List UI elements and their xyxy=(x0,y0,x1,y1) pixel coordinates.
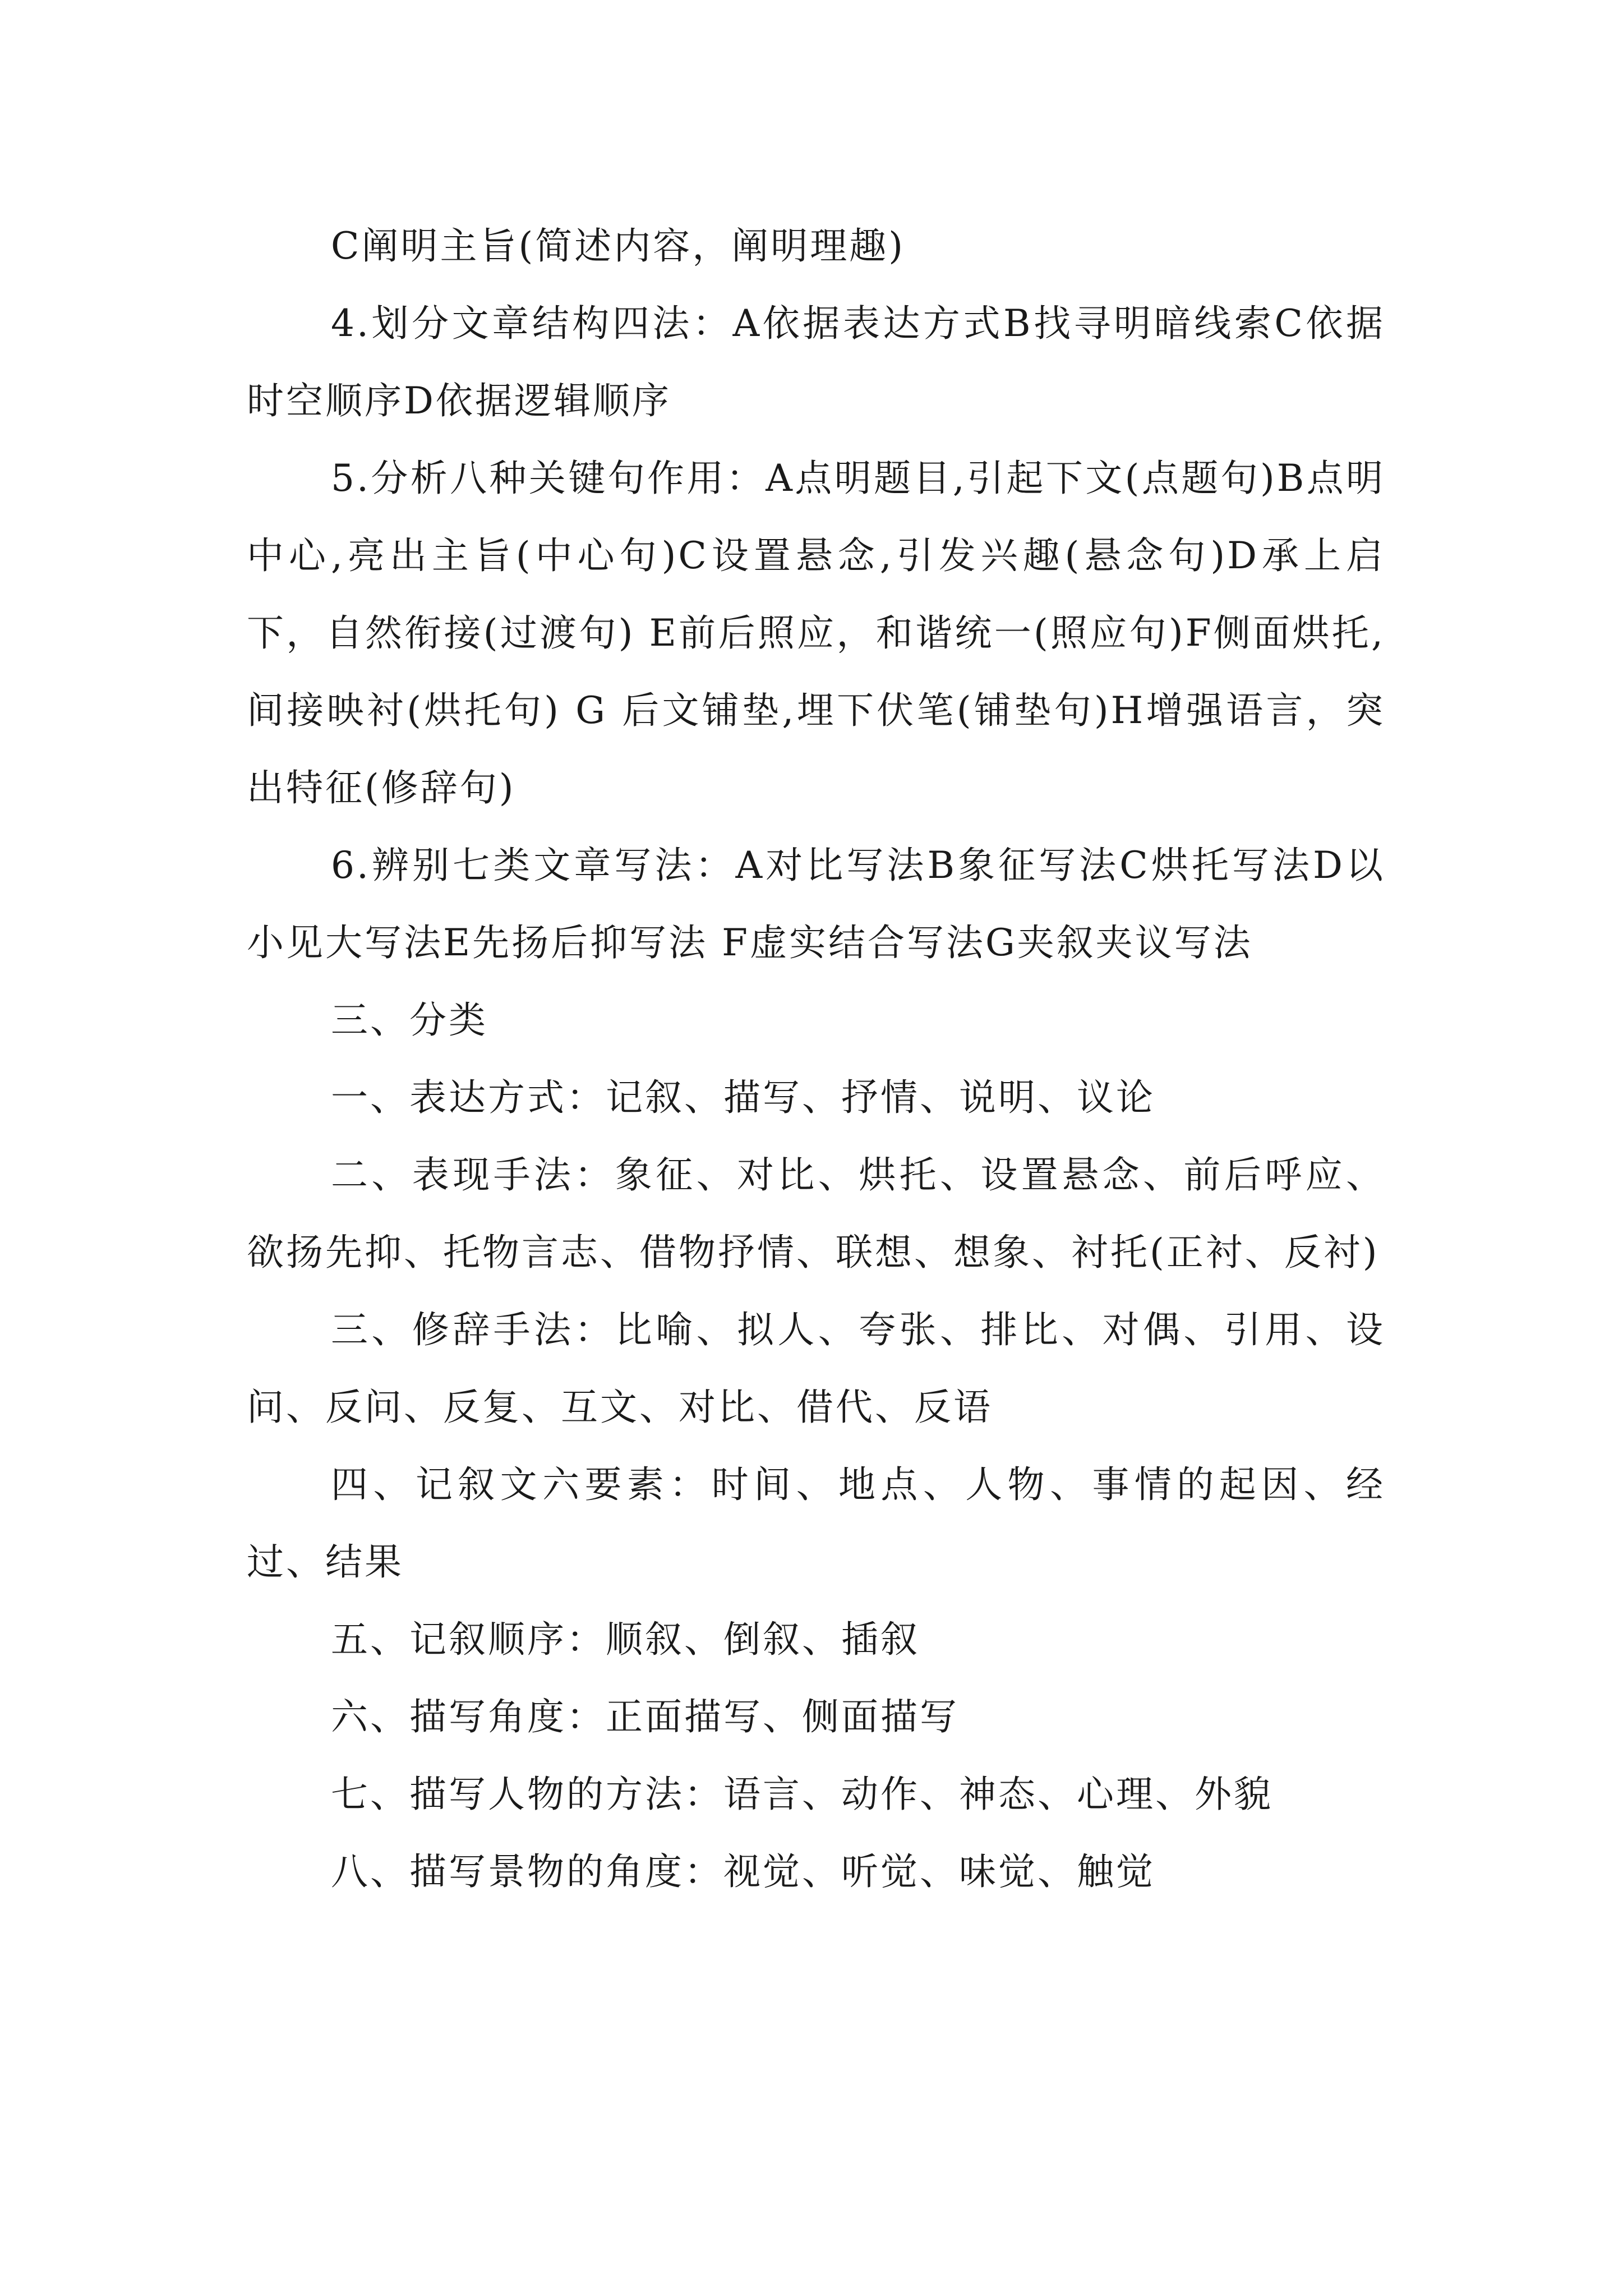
paragraph-character-description: 七、描写人物的方法：语言、动作、神态、心理、外貌 xyxy=(331,1773,1273,1816)
paragraph-topic-summary: C阐明主旨(简述内容，阐明理趣) xyxy=(331,224,905,268)
section-heading-classification: 三、分类 xyxy=(331,999,488,1042)
paragraph-writing-methods: 6.辨别七类文章写法：A对比写法B象征写法C烘托写法D以小见大写法E先扬后抑写法 F虚实结合写法G夹叙夹议写法 xyxy=(247,844,1385,964)
paragraph-narrative-order: 五、记叙顺序：顺叙、倒叙、插叙 xyxy=(331,1618,920,1661)
paragraph-expression-techniques: 二、表现手法：象征、对比、烘托、设置悬念、前后呼应、欲扬先抑、托物言志、借物抒情、联想、想象、衬托(正衬、反衬) xyxy=(247,1153,1385,1274)
paragraph-narrative-elements: 四、记叙文六要素：时间、地点、人物、事情的起因、经过、结果 xyxy=(247,1463,1385,1584)
paragraph-description-angles: 六、描写角度：正面描写、侧面描写 xyxy=(331,1695,959,1738)
paragraph-expression-modes: 一、表达方式：记叙、描写、抒情、说明、议论 xyxy=(331,1076,1155,1119)
paragraph-structure-methods: 4.划分文章结构四法：A依据表达方式B找寻明暗线索C依据时空顺序D依据逻辑顺序 xyxy=(247,302,1385,422)
paragraph-scenery-description: 八、描写景物的角度：视觉、听觉、味觉、触觉 xyxy=(331,1850,1155,1893)
document-body xyxy=(247,208,1385,1911)
paragraph-rhetorical-devices: 三、修辞手法：比喻、拟人、夸张、排比、对偶、引用、设问、反问、反复、互文、对比、借代、反语 xyxy=(247,1308,1385,1429)
paragraph-key-sentences: 5.分析八种关键句作用：A点明题目,引起下文(点题句)B点明中心,亮出主旨(中心句)C设置悬念,引发兴趣(悬念句)D承上启下，自然衔接(过渡句) E前后照应，和谐统一(照应句)F侧面烘托,间接映衬(烘托句) G 后文铺垫,埋下伏笔(铺垫句)H增强语言，突出特征(修辞句) xyxy=(247,457,1385,809)
